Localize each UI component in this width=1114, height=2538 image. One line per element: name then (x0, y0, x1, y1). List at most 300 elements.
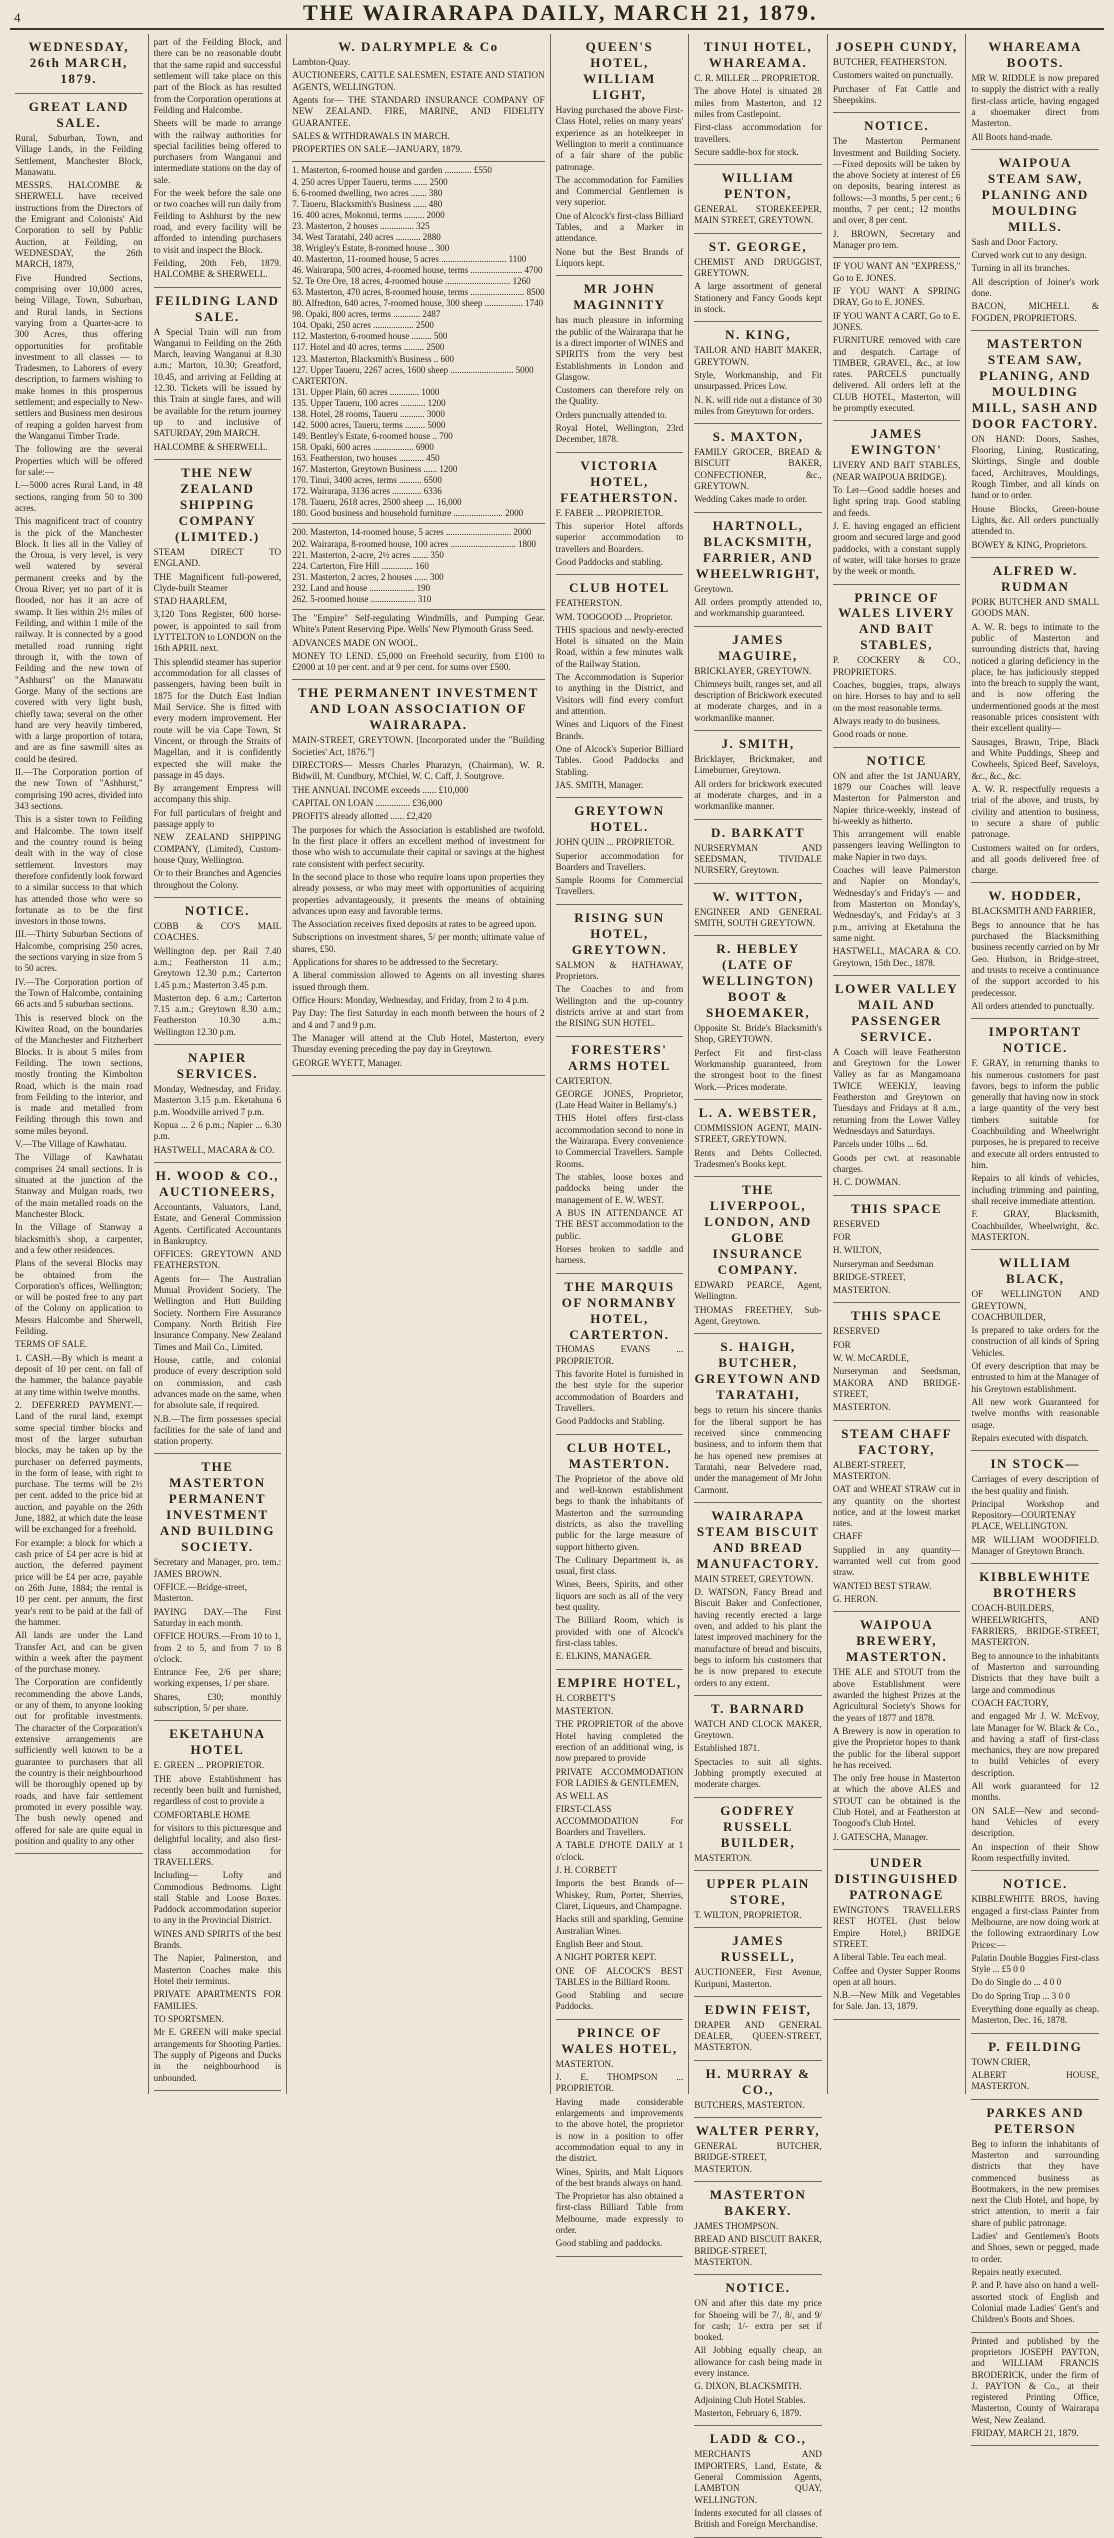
ad-heading: ALFRED W. RUDMAN (992, 562, 1078, 594)
ad-paragraph: FOR (832, 1231, 851, 1242)
ad-heading: JAMES EWINGTON' (851, 426, 943, 458)
ad-paragraph: ON and after the 1st JANUARY, 1879 our Coaches will leave Masterton for Palmerston and Napier thrice-weekly, instead of bi-weekly as hitherto. (832, 770, 961, 826)
ad-heading: GODFREY RUSSELL BUILDER, (720, 1802, 796, 1850)
advertisement (694, 2275, 822, 2426)
ad-paragraph: Orders punctually attended to. (555, 409, 667, 420)
property-list-item: 23. Masterton, 2 houses ............... 325 (292, 220, 430, 231)
ad-paragraph: First-class accommodation for travellers. (694, 122, 822, 144)
ad-paragraph: Perfect Fit and first-class Workmanship guaranteed, from the strongest boot to the finest Work.—Prices moderate. (694, 1047, 822, 1092)
ad-paragraph: MAIN-STREET, GREYTOWN. [Incorporated under the "Building Societies' Act, 1876."] (292, 735, 545, 757)
ad-paragraph: SALES & WITHDRAWALS IN MARCH. (292, 130, 450, 141)
ad-paragraph: The purposes for which the Association is established are twofold. In the first place it offers an excellent method of investment for those who wish to accumulate their capital or savings at the highest rate consistent with perfect security. (292, 824, 545, 869)
ad-paragraph: FOR (832, 1339, 851, 1350)
ad-paragraph: To Let—Good saddle horses and light spring trap. Good stabling and feeds. (832, 485, 961, 518)
ad-heading: CLUB HOTEL, MASTERTON. (566, 1439, 673, 1471)
property-list-item: 63. Masterton, 470 acres, 8-roomed house, terms ........................ 8500 (292, 287, 545, 298)
ad-paragraph: D. WATSON, Fancy Bread and Biscuit Baker and Confectioner, having recently erected a large oven, and added to his plant the latest improved machinery for the manufacture of bread and biscuits, begs to inform his customers that he is now prepared to execute orders to any extent. (694, 1587, 822, 1688)
ad-paragraph: ALBERT HOUSE, MASTERTON. (971, 2069, 1100, 2092)
ad-paragraph: N. K. will ride out a distance of 30 miles from Greytown for orders. (694, 394, 822, 416)
ad-heading: NOTICE. (864, 118, 930, 134)
ad-paragraph: TAILOR AND HABIT MAKER, GREYTOWN. (694, 345, 822, 367)
advertisement (833, 1303, 961, 1420)
ad-paragraph: Greytown. (694, 583, 734, 594)
ad-paragraph: Agents for— The Australian Mutual Provident Society. The Wellington and Hutt Building Society. Northern Fire Assurance Company. North British Fire Insurance Company. New Zealand Times and Mail Co., Limited. (153, 1273, 282, 1352)
advertisement (694, 936, 822, 1100)
ad-paragraph: Begs to announce that he has purchased the Blacksmithing business recently carried on by Mr Geo. Hudson, in Bridge-street, and trusts to receive a continuance of the support accorded to his predecessor. (971, 919, 1100, 998)
ad-paragraph: Repairs to all kinds of vehicles, including trimming and painting, shall receive immediate attention. (971, 1173, 1100, 1206)
ad-paragraph: LIVERY AND BAIT STABLES, (NEAR WAIPOUA BRIDGE). (832, 460, 961, 482)
ad-paragraph: FAMILY GROCER, BREAD & BISCUIT BAKER, CONFECTIONER, &c., GREYTOWN. (694, 447, 822, 492)
ad-paragraph: Rural, Suburban, Town, and Village Lands, in the Feilding Settlement, Manchester Block, Manawatu. (15, 132, 143, 177)
advertisement (154, 34, 282, 288)
ad-paragraph: COMMISSION AGENT, MAIN-STREET, GREYTOWN. (694, 1122, 822, 1145)
advertisement (833, 258, 961, 421)
advertisement (694, 731, 822, 820)
advertisement (556, 905, 684, 1037)
ad-paragraph: English Beer and Stout. (555, 1938, 643, 1949)
ad-paragraph: MONEY TO LEND. £5,000 on Freehold security, from £100 to £2000 at 10 per cent. and at 9 per cent. for sums over £500. (292, 650, 545, 673)
ad-paragraph: THE ANNUAL INCOME exceeds ...... £10,000 (292, 784, 469, 795)
advertisement (694, 1798, 822, 1871)
ad-paragraph: Coaches will leave Palmerston and Napier on Monday's, Wednesday's and Friday's — and from Masterton on Monday's, Wednesday's, and Friday's at 3 p.m., arriving at Eketahuna the same night. (832, 865, 961, 943)
advertisement (154, 288, 282, 460)
advertisement (556, 1274, 684, 1435)
ad-paragraph: IF YOU WANT AN "EXPRESS," Go to E. JONES. (832, 261, 961, 283)
property-list-item: 178. Taueru, 2618 acres, 2500 sheep .... 16,000 (292, 497, 462, 508)
ad-paragraph: OF WELLINGTON AND GREYTOWN, COACHBUILDER, (971, 1289, 1100, 1322)
ad-paragraph: BRICKLAYER, GREYTOWN. (694, 665, 812, 676)
ad-paragraph: All new work Guaranteed for twelve months with reasonable usage. (971, 1397, 1100, 1430)
ad-paragraph: This splendid steamer has superior accommodation for all classes of passengers, having been built in 1875 for the Dutch East Indian Mail Service. She is fitted with every modern improvement. Her route will be via Cape Town, St Vincent, or through the Straits of Magellan, and it is confidently expected she will make the passage in 45 days. (153, 656, 282, 780)
ad-paragraph: Do do Spring Trap ... 3 0 0 (971, 1990, 1070, 2001)
ad-paragraph: Coaches, buggies, traps, always on hire. Horses to bay and to sell on the most reasonable terms. (832, 680, 961, 713)
advertisement (833, 976, 961, 1196)
ad-paragraph: IV.—The Corporation portion of the Town of Halcombe, containing 66 acts and 5 suburban sections. (15, 976, 143, 1010)
advertisement (971, 883, 1099, 1019)
ad-paragraph: CHEMIST AND DRUGGIST, GREYTOWN. (694, 256, 822, 279)
ad-heading: JOSEPH CUNDY, (835, 39, 958, 54)
ad-heading: WILLIAM BLACK, (998, 1255, 1072, 1287)
property-list-item: 262. 5-roomed house .................... 310 (292, 593, 432, 604)
ad-paragraph: OFFICE HOURS.—From 10 to 1, from 2 to 5, and from 7 to 8 o'clock. (153, 1631, 282, 1664)
ad-paragraph: Customers waited on for orders, and all goods delivered free of charge. (971, 842, 1100, 876)
ad-paragraph: GEORGE WYETT, Manager. (292, 1057, 403, 1068)
property-list-item: 80. Alfredton, 640 acres, 7-roomed house, 300 sheep ................. 1740 (292, 298, 544, 309)
ad-paragraph: A liberal Table. Tea each meal. (832, 1952, 947, 1963)
ad-paragraph: HALCOMBE & SHERWELL. (153, 441, 268, 452)
property-list-item: 180. Good business and household furniture ...................... 2000 (292, 508, 524, 519)
ad-paragraph: E. ELKINS, MANAGER. (555, 1651, 652, 1662)
property-list-item: 7. Taueru, Blacksmith's Business ...... 480 (292, 198, 443, 209)
ad-paragraph: AUCTIONEER, First Avenue, Kuripuni, Masterton. (694, 1967, 822, 1989)
ad-paragraph: Mr E. GREEN will make special arrangements for Shooting Parties. The supply of Pigeons and Ducks in the neighbourhood is unbounded. (153, 2027, 282, 2083)
ad-paragraph: MR WILLIAM WOODFIELD. Manager of Greytown Branch. (971, 1534, 1100, 1557)
ad-paragraph: SALMON & HATHAWAY, Proprietors. (555, 959, 684, 982)
ad-paragraph: MASTERTON. (555, 2058, 614, 2069)
ad-paragraph: The Corporation are confidently recommending the above Lands, or any of them, to anyone looking out for profitable investments. The character of the Corporation's extensive arrangements are sufficiently well known to be a guarantee to purchasers that all the country is their neighbourhood will be thoroughly opened up by roads, and have fair settlement promoted in every possible way. The bush newly opened and offered for sale are quite equal in position and quality to any other (15, 1677, 143, 1846)
ad-heading: FORESTERS' ARMS HOTEL (568, 1041, 671, 1073)
ad-paragraph: PRIVATE ACCOMMODATION FOR LADIES & GENTLEMEN, (555, 1766, 684, 1788)
advertisement (694, 234, 822, 323)
advertisement (971, 2333, 1099, 2447)
ad-paragraph: Goods per cwt. at reasonable charges. (832, 1152, 961, 1174)
advertisement (694, 2182, 822, 2275)
ad-paragraph: H. WILTON, (832, 1245, 882, 1256)
advertisement (556, 798, 684, 905)
ad-paragraph: Hacks still and sparkling, Genuine Australian Wines. (555, 1914, 684, 1936)
property-list-item: 163. Featherston, two houses ........... 450 (292, 453, 440, 464)
ad-paragraph: COBB & CO'S MAIL COACHES. (153, 920, 282, 943)
advertisement (556, 276, 684, 452)
ad-paragraph: THE Magnificent full-powered, Clyde-built Steamer (153, 571, 282, 593)
advertisement (833, 1421, 961, 1613)
ad-paragraph: In the second place to those who require loans upon properties they already possess, or who may meet with opportunities of acquiring properties advantageously, it presents the means of obtaining advances upon easy and favorable terms. (292, 871, 545, 916)
advertisement (694, 165, 822, 234)
property-list-item: 231. Masterton, 2 acres, 2 houses ...... 300 (292, 571, 444, 582)
ad-heading: THE NEW ZEALAND SHIPPING COMPANY (LIMITED.) (175, 464, 260, 544)
ad-heading: THE MASTERTON PERMANENT INVESTMENT AND BUILDING SOCIETY. (159, 1459, 275, 1555)
ad-paragraph: A. W. R. respectfully requests a trial of the above, and trusts, by civility and attention to business, to secure a share of public patronage. (971, 783, 1100, 840)
advertisement (971, 558, 1099, 883)
ad-paragraph: Good Paddocks and stabling. (555, 556, 663, 567)
ad-heading: PRINCE OF WALES HOTEL, (561, 2024, 678, 2056)
ad-paragraph: The above Hotel is situated 28 miles from Masterton, and 12 miles from Castlepoint. (694, 86, 822, 119)
ad-paragraph: GENERAL BUTCHER, BRIDGE-STREET, MASTERTON. (694, 2141, 822, 2174)
advertisement (971, 2034, 1099, 2100)
ad-paragraph: II.—The Corporation portion of the new Town of "Ashhurst," comprising 190 acres, divided into 343 sections. (15, 767, 143, 812)
ad-paragraph: Accountants, Valuators, Land, Estate, and General Commission Agents. Certificated Accountants in Bankruptcy. (153, 1201, 282, 1246)
ad-heading: W. HODDER, (988, 888, 1083, 904)
advertisement (556, 34, 684, 276)
ad-paragraph: EDWARD PEARCE, Agent, Wellington. (694, 1280, 822, 1302)
ad-paragraph: Pay Day: The first Saturday in each month between the hours of 2 and 4 and 7 and 9 p.m. (292, 1008, 545, 1030)
ad-heading: QUEEN'S HOTEL, WILLIAM LIGHT, (583, 39, 656, 102)
advertisement (154, 460, 282, 898)
advertisement (694, 1334, 822, 1502)
property-list-item: 200. Masterton, 14-roomed house, 5 acres ............................. 2000 (292, 527, 532, 538)
advertisement (694, 627, 822, 732)
ad-paragraph: W. W. McCARDLE, (832, 1353, 909, 1364)
ad-paragraph: BACON, MICHELL & FOGDEN, PROPRIETORS. (971, 301, 1100, 323)
ad-paragraph: Subscriptions on investment shares, 5/ per month; ultimate value of shares, £50. (292, 932, 545, 954)
ad-paragraph: All work guaranteed for 12 months. (971, 1781, 1100, 1803)
ad-paragraph: Carriages of every description of the best quality and finish. (971, 1474, 1100, 1496)
ad-heading: LADD & CO., (709, 2431, 807, 2447)
ad-paragraph: MR W. RIDDLE is now prepared to supply the district with a really first-class article, having engaged a shoemaker direct from Masterton. (971, 72, 1100, 129)
ad-heading: VICTORIA HOTEL, FEATHERSTON. (560, 457, 679, 505)
ad-heading: MASTERTON STEAM SAW, PLANING, AND MOULDING MILL, SASH AND DOOR FACTORY. (971, 335, 1099, 431)
newspaper-title: THE WAIRARAPA DAILY, MARCH 21, 1879. (302, 0, 818, 25)
ad-paragraph: In the Village of Stanway a blacksmith's shop, a carpenter, and a few other residences. (15, 1222, 143, 1255)
ad-paragraph: Bricklayer, Brickmaker, and Limeburner, Greytown. (694, 754, 822, 776)
ad-paragraph: The Proprietor of the above old and well-known establishment begs to thank the inhabitants of Masterton and the surrounding districts, as also the travelling public for the large measure of support hitherto given. (555, 1473, 684, 1552)
advertisement (556, 2020, 684, 2257)
ad-paragraph: Purchaser of Fat Cattle and Sheepskins. (832, 83, 961, 105)
property-list-item: 1. Masterton, 6-roomed house and garden ............ £550 (292, 165, 492, 176)
column-7 (966, 34, 1104, 2439)
ad-paragraph: Good Paddocks and Stabling. (555, 1416, 665, 1427)
ad-paragraph: This magnificent tract of country is the pick of the Manchester Block. It lies all in the Valley of the Oroua, is very level, is very well watered by several permanent creeks and by the Oroua River; yet no part of it is flooded, nor has it an acre of swamp. It lies within 2½ miles of Feilding, and within 1 mile of the railway. It is connected by a good metalled road running right through it, with the town of Feilding and the new town of "Ashhurst" on the Manawatu Gorge. Many of the sections are covered with very light bush, chiefly tawa; several on the other hand are very heavily timbered, with a large proportion of totara, and are as fine sawmill sites as could be desired. (15, 516, 143, 764)
ad-paragraph: Adjoining Club Hotel Stables. (694, 2394, 806, 2405)
ad-paragraph: Shares, £30; monthly subscription, 5/ per share. (153, 1691, 282, 1714)
ad-paragraph: E. GREEN ... PROPRIETOR. (153, 1760, 265, 1771)
property-list-item: 16. 400 acres, Mokonui, terms ......... 2000 (292, 209, 445, 220)
ad-paragraph: Agents for— THE STANDARD INSURANCE COMPANY OF NEW ZEALAND. FIRE, MARINE, AND FIDELITY GUARANTEE. (292, 94, 545, 128)
ad-paragraph: Kopua ... 2 6 p.m.; Napier ... 6.30 p.m. (153, 1119, 282, 1142)
ad-paragraph: Parcels under 10lbs ... 6d. (832, 1139, 928, 1150)
ad-paragraph: Chimneys built, ranges set, and all description of Brickwork executed at moderate charges, and in a workmanlike manner. (694, 678, 822, 723)
ad-paragraph: NEW ZEALAND SHIPPING COMPANY, (Limited), Custom-house Quay, Wellington. (153, 832, 282, 866)
ad-paragraph: P. and P. have also on hand a well-assorted stock of English and Colonial made Ladies' Gent's and Children's Boots and Shoes. (971, 2280, 1100, 2325)
ad-heading: KIBBLEWHITE BROTHERS (979, 1569, 1092, 1601)
ad-paragraph: None but the Best Brands of Liquors kept. (555, 246, 684, 268)
ad-paragraph: Good Stabling and secure Paddocks. (555, 1990, 684, 2012)
property-list (292, 527, 544, 604)
ad-heading: HARTNOLL, BLACKSMITH, FARRIER, AND WHEELWRIGHT, (695, 517, 821, 581)
ad-paragraph: The Coaches to and from Wellington and the up-country districts arrive at and start from the RISING SUN HOTEL. (555, 984, 684, 1029)
ad-heading: H. MURRAY & CO., (705, 2065, 811, 2097)
advertisement (694, 1503, 822, 1696)
advertisement (556, 1670, 684, 2020)
ad-paragraph: Style, Workmanship, and Fit unsurpassed. Prices Low. (694, 369, 822, 392)
ad-paragraph: PROFITS already allotted ...... £2,420 (292, 811, 432, 822)
ad-paragraph: HASTWELL, MACARA & CO. (153, 1144, 275, 1155)
advertisement (556, 1435, 684, 1670)
ad-paragraph: I.—5000 acres Rural Land, in 48 sections, ranging from 50 to 300 acres. (15, 480, 143, 513)
column-6 (828, 34, 967, 2094)
ad-heading: THE LIVERPOOL, LONDON, AND GLOBE INSURANCE COMPANY. (704, 1182, 812, 1278)
ad-paragraph: F. FABER ... PROPRIETOR. (555, 507, 664, 518)
ad-paragraph: FEATHERSTON. (555, 598, 623, 609)
ad-heading: LOWER VALLEY MAIL AND PASSENGER SERVICE. (834, 980, 959, 1044)
property-list-item: 104. Opaki, 250 acres .................. 2500 (292, 320, 434, 331)
ad-paragraph: MERCHANTS AND IMPORTERS, Land, Estate, & General Commission Agents, LAMBTON QUAY, WELLINGTON. (694, 2449, 822, 2505)
ad-paragraph: OAT and WHEAT STRAW cut in any quantity on the shortest notice, and at the lowest market rates. (832, 1484, 961, 1529)
advertisement (971, 34, 1099, 150)
ad-heading: N. KING, (725, 327, 791, 343)
ad-paragraph: Curved work cut to any design. (971, 250, 1087, 261)
ad-paragraph: HASTWELL, MACARA & CO. Greytown, 15th Dec., 1878. (832, 946, 961, 968)
ad-heading: D. BARKATT (710, 824, 806, 840)
ad-paragraph: Repairs neatly executed. (971, 2267, 1062, 2278)
ad-paragraph: Sample Rooms for Commercial Travellers. (555, 875, 684, 897)
ad-paragraph: WINES AND SPIRITS of the best Brands. (153, 1928, 282, 1951)
ad-paragraph: Masterton dep. 6 a.m.; Carterton 7.15 a.m.; Greytown 8.30 a.m.; Featherston 10.30 a.m.; Wellington 12.30 p.m. (153, 992, 282, 1037)
ad-heading: FEILDING LAND SALE. (155, 292, 280, 324)
ad-heading: PRINCE OF WALES LIVERY AND BAIT STABLES, (838, 589, 956, 653)
ad-paragraph: This favorite Hotel is furnished in the best style for the superior accommodation of Boarders and Travellers. (555, 1369, 684, 1414)
ad-paragraph: BOWEY & KING, Proprietors. (971, 539, 1088, 550)
property-list-item: 135. Upper Taueru, 100 acres ........... 1200 (292, 397, 446, 408)
property-list-item: 40. Masterton, 11-roomed house, 5 acres ............................. 1100 (292, 253, 527, 264)
ad-heading: WAIPOUA BREWERY, MASTERTON. (845, 1617, 948, 1665)
ad-heading: W. WITTON, (712, 888, 804, 904)
ad-paragraph: PRIVATE APARTMENTS FOR FAMILIES. (153, 1989, 282, 2011)
ad-paragraph: Plans of the several Blocks may be obtained from the Corporation's offices, Wellington; or will be posted free to any part of the Colony on application to Messrs Halcombe and Sherwell, Feilding. (15, 1258, 143, 1337)
ad-heading: GREAT LAND SALE. (28, 98, 129, 130)
ad-heading: NOTICE. (1002, 1876, 1068, 1892)
ad-heading: NOTICE (866, 752, 927, 768)
ad-heading: EDWIN FEIST, (704, 2001, 812, 2017)
ad-paragraph: MAIN STREET, GREYTOWN. (694, 1573, 814, 1584)
advertisement (292, 34, 544, 162)
ad-heading: EKETAHUNA HOTEL (169, 1726, 266, 1758)
advertisement (292, 162, 544, 524)
ad-paragraph: The stables, loose boxes and paddocks being under the management of E. W. WEST. (555, 1172, 684, 1205)
ad-heading: PARKES AND PETERSON (986, 2104, 1084, 2136)
ad-paragraph: THIS spacious and newly-erected Hotel is situated on the Main Road, within a few minutes walk of the Railway Station. (555, 624, 684, 669)
ad-heading: IMPORTANT NOTICE. (988, 1024, 1082, 1056)
ad-paragraph: All orders for brickwork executed at moderate charges, and in a workmanlike manner. (694, 778, 822, 812)
advertisement (694, 1997, 822, 2061)
ad-paragraph: This arrangement will enable passengers leaving Wellington to make Napier in two days. (832, 829, 961, 862)
page-number: 4 (14, 10, 21, 25)
ad-paragraph: F. GRAY, in returning thanks to his numerous customers for past favors, begs to inform the public generally that having now in stock a large quantity of the very best timbers suitable for Coachbuilding and Wheelwright purposes, he is prepared to receive and execute all orders entrusted to him. (971, 1058, 1100, 1171)
ad-paragraph: COACH-BUILDERS, WHEELWRIGHTS, AND FARRIERS, BRIDGE-STREET, MASTERTON. (971, 1603, 1100, 1648)
advertisement (694, 2118, 822, 2182)
advertisement (292, 524, 544, 609)
ad-paragraph: CHAFF (832, 1531, 863, 1542)
property-list-item: 172. Wairarapa, 3136 acres ............. 6336 (292, 486, 442, 497)
property-list-item: 117. Hotel and 40 acres, terms ......... 2500 (292, 342, 445, 353)
ad-paragraph: MASTERTON. (694, 1852, 752, 1863)
ad-paragraph: For full particulars of freight and passage apply to (153, 807, 282, 830)
ad-paragraph: RESERVED (832, 1218, 880, 1229)
advertisement (971, 1250, 1099, 1451)
ad-paragraph: RESERVED (832, 1326, 880, 1337)
property-list-item: 127. Upper Taueru, 2267 acres, 1600 sheep ............................ 5000 (292, 364, 534, 375)
ad-paragraph: One of Alcock's Superior Billiard Tables. Good Paddocks and Stabling. (555, 743, 684, 777)
ad-paragraph: T. WILTON, PROPRIETOR. (694, 1909, 802, 1920)
column-1 (10, 34, 149, 2094)
ad-paragraph: MASTERTON. (832, 1402, 891, 1413)
ad-paragraph: ON and after this date my price for Shoeing will be 7/, 8/, and 9/ for cash; 1/- extra per set if booked. (694, 2298, 822, 2343)
property-list-item: 131. Upper Plain, 60 acres ............. 1000 (292, 386, 440, 397)
ad-paragraph: G. HERON. (832, 1594, 879, 1605)
ad-heading: THE MARQUIS OF NORMANBY HOTEL, CARTERTON. (561, 1278, 678, 1342)
advertisement (154, 1045, 282, 1163)
ad-paragraph: All orders attended to punctually. (971, 1000, 1095, 1011)
ad-paragraph: IF YOU WANT A SPRING DRAY, Go to E. JONES. (832, 285, 961, 308)
ad-paragraph: EWINGTON'S TRAVELLERS REST HOTEL (Just below Empire Hotel,) BRIDGE STREET. (832, 1904, 961, 1949)
advertisement (971, 2100, 1099, 2333)
property-list-item: 6. 6-roomed dwelling, two acres ....... 380 (292, 187, 443, 198)
ad-paragraph: A liberal commission allowed to Agents on all investing shares issued through them. (292, 970, 545, 992)
ad-heading: WAIRARAPA STEAM BISCUIT AND BREAD MANUFACTORY. (696, 1507, 820, 1571)
ad-heading: WALTER PERRY, (695, 2123, 821, 2139)
property-list-item: 167. Masterton, Greytown Business ...... 1200 (292, 464, 458, 475)
ad-heading: IN STOCK— (990, 1456, 1080, 1472)
ad-paragraph: THOMAS EVANS ... PROPRIETOR. (555, 1344, 684, 1366)
ad-paragraph: Having made considerable enlargements and improvements to the above hotel, the proprietor is now in a position to offer accommodation equal to any in the district. (555, 2096, 684, 2164)
property-list-item: 38. Wrigley's Estate, 8-roomed house .. 300 (292, 242, 450, 253)
ad-paragraph: J. GATESCHA, Manager. (832, 1831, 929, 1842)
ad-paragraph: Rents and Debts Collected. Tradesmen's Books kept. (694, 1147, 822, 1169)
ad-paragraph: An inspection of their Show Room respectfully invited. (971, 1841, 1100, 1863)
ad-paragraph: Sheets will be made to arrange with the railway authorities for special facilities being offered to purchasers from Wanganui and intermediate stations on the day of sale. (153, 118, 282, 185)
ad-paragraph: All lands are under the Land Transfer Act, and can be given within a week after the payment of the purchase money. (15, 1630, 143, 1675)
ad-paragraph: A. W. R. begs to intimate to the public of Masterton and surrounding districts that, having noticed a glaring deficiency in the place, he has judiciously stepped into the breach to supply the want, and is now offering the undermentioned goods at the most reasonable prices consistent with their excellent quality— (971, 621, 1100, 734)
advertisement (694, 1100, 822, 1177)
advertisement (971, 1564, 1099, 1871)
ad-paragraph: COMFORTABLE HOME (153, 1809, 251, 1820)
ad-paragraph: J. E. having engaged an efficient groom and secured large and good paddocks, with a constant supply of water, will take horses to graze by the week or month. (832, 520, 961, 577)
property-list-item: 98. Opaki, 800 acres, terms ............ 2487 (292, 309, 441, 320)
ad-heading: H. WOOD & CO., AUCTIONEERS, (155, 1167, 280, 1199)
ad-paragraph: 2. DEFERRED PAYMENT.—Land of the rural land, exempt some special timber blocks and most of the larger suburban blocks, may be taken up by the purchaser on deferred payments, in the form of lease, with right to purchase. The terms will be 2½ per cent. added to the price bid at auction, and payable on the 26th June, 1882, at which date the lease will be exchanged for a freehold. (15, 1399, 143, 1535)
ad-paragraph: AUCTIONEERS, CATTLE SALESMEN, ESTATE AND STATION AGENTS, WELLINGTON. (292, 70, 545, 92)
property-list-item: 232. Land and house .................... 190 (292, 582, 431, 593)
ad-paragraph: PAYING DAY.—The First Saturday in each month. (153, 1606, 282, 1628)
advertisement (694, 424, 822, 513)
ad-paragraph: Indents executed for all classes of British and Foreign Merchandise. (694, 2507, 822, 2530)
advertisement (694, 513, 822, 627)
ad-paragraph: Masterton, February 6, 1879. (694, 2408, 802, 2419)
advertisement (694, 1177, 822, 1334)
ad-paragraph: STEAM DIRECT TO ENGLAND. (153, 546, 282, 569)
advertisement (833, 748, 961, 976)
ad-paragraph: FRIDAY, MARCH 21, 1879. (971, 2428, 1079, 2439)
ad-heading: THE PERMANENT INVESTMENT AND LOAN ASSOCIATION OF WAIRARAPA. (297, 685, 539, 733)
ad-heading: S. MAXTON, (712, 429, 804, 445)
advertisement (694, 2061, 822, 2118)
property-list-item: 112. Masterton, 6-roomed house ......... 500 (292, 331, 448, 342)
advertisement (833, 1850, 961, 2020)
ad-heading: JAMES MAGUIRE, (718, 631, 798, 663)
ad-paragraph: Secure saddle-box for stock. (694, 146, 799, 157)
ad-paragraph: A large assortment of general Stationery and Fancy Goods kept in stock. (694, 281, 822, 314)
ad-heading: CLUB HOTEL (569, 580, 670, 596)
ad-paragraph: STAD HAARLEM, (153, 596, 227, 607)
ad-paragraph: Everything done equally as cheap. Masterton, Dec. 16, 1878. (971, 2004, 1100, 2026)
ad-paragraph: Applications for shares to be addressed to the Secretary. (292, 957, 498, 968)
ad-heading: THIS SPACE (851, 1308, 943, 1324)
ad-paragraph: The accommodation for Families and Commercial Gentlemen is very superior. (555, 174, 684, 208)
ad-paragraph: Customers can therefore rely on the Quality. (555, 385, 684, 407)
ad-paragraph: ADVANCES MADE ON WOOL. (292, 637, 418, 648)
ad-paragraph: OFFICES: GREYTOWN AND FEATHERSTON. (153, 1249, 282, 1271)
advertisement (15, 94, 143, 1854)
ad-heading: EMPIRE HOTEL, (557, 1674, 682, 1690)
ad-paragraph: J. E. THOMPSON ... PROPRIETOR. (555, 2072, 684, 2094)
ad-paragraph: Ladies' and Gentlemen's Boots and Shoes, sewn or pegged, made to order. (971, 2231, 1100, 2264)
advertisement (292, 610, 544, 681)
ad-paragraph: BUTCHER, FEATHERSTON. (832, 56, 947, 67)
ad-paragraph: Including— Lofty and Commodious Bedrooms. Light stall Stable and Loose Boxes. Paddock accommodation superior to any in the Provincial District. (153, 1870, 282, 1926)
ad-paragraph: THOMAS FREETHEY, Sub-Agent, Greytown. (694, 1304, 822, 1327)
columns (10, 34, 1104, 2530)
advertisement (556, 453, 684, 576)
ad-paragraph: DIRECTORS— Messrs Charles Pharazyn, (Chairman), W. R. Bidwill, M. Cundbury, M'Chiel, W. C. Caff, J. Soutgrove. (292, 760, 545, 782)
property-list-item: 142. 5000 acres, Taueru, terms ......... 5000 (292, 419, 446, 430)
ad-paragraph: The Manager will attend at the Club Hotel, Masterton, every Thursday evening preceding the pay day in Greytown. (292, 1032, 545, 1055)
ad-paragraph: Having purchased the above First-Class Hotel, relies on many years' experience as an hotelkeeper in Wellington to merit a continuance of a fair share of the public patronage. (555, 104, 684, 172)
ad-paragraph: Imports the best Brands of— Whiskey, Rum, Porter, Sherries, Claret, Liqueurs, and Champagne. (555, 1878, 684, 1911)
ad-paragraph: The Proprietor has also obtained a first-class Billiard Table from Melbourne, made expressly to order. (555, 2191, 684, 2236)
advertisement (694, 820, 822, 884)
column-4 (551, 34, 690, 2249)
ad-heading: NOTICE. (184, 902, 250, 918)
ad-paragraph: BRIDGE-STREET, (832, 1271, 906, 1282)
ad-paragraph: WANTED BEST STRAW. (832, 1580, 932, 1591)
advertisement (694, 2426, 822, 2537)
masthead (10, 0, 1104, 30)
ad-paragraph: The Masterton Permanent Investment and Building Society.—Fixed deposits will be taken by the above Society at interest of £6 on deposits, bearing interest as follows:—3 months, 5 per cent.; 6 months, 7 per cent.; 12 months and over, 8 per cent. (832, 136, 961, 226)
ad-heading: W. DALRYMPLE & Co (338, 39, 499, 54)
ad-heading: RISING SUN HOTEL, GREYTOWN. (571, 909, 668, 957)
ad-paragraph: GEORGE JONES, Proprietor, (Late Head Waiter in Bellamy's.) (555, 1088, 684, 1111)
ad-paragraph: MASTERTON. (832, 1285, 891, 1296)
